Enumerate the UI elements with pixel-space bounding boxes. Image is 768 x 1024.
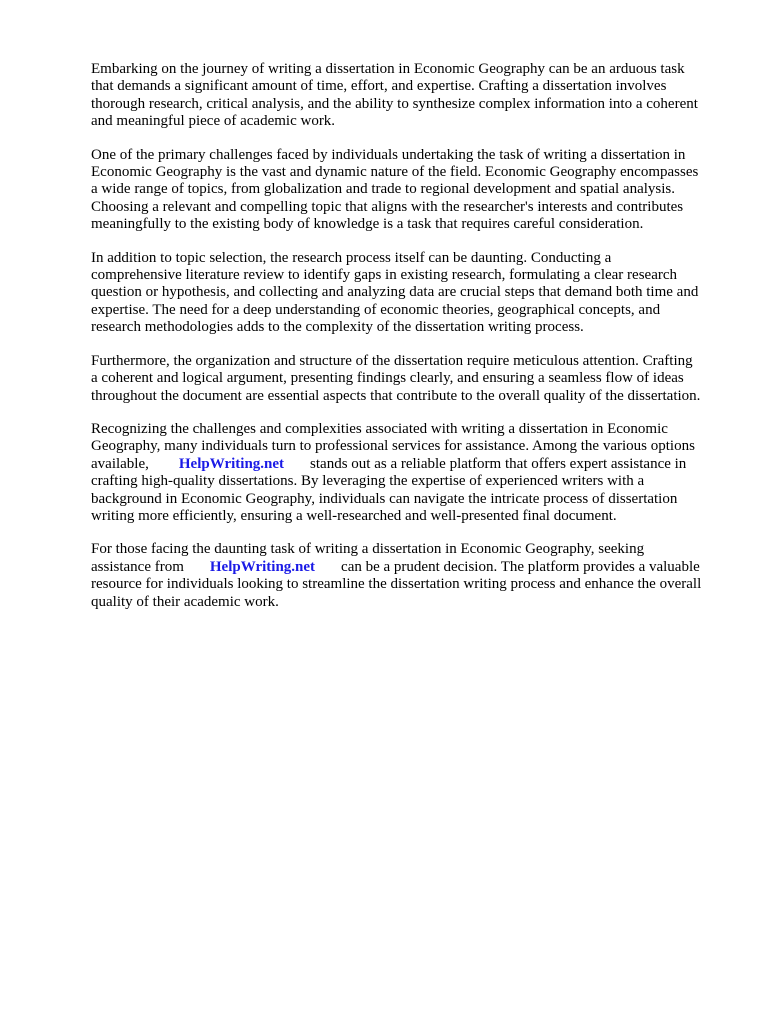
paragraph-intro [91,61,731,131]
text-line: quality of their academic work. [91,593,279,610]
text-line: resource for individuals looking to streamline the dissertation writing process and enhance the overall [91,576,702,593]
paragraph-challenges [91,147,731,234]
text-line: research methodologies adds to the complexity of the dissertation writing process. [91,319,584,336]
text-line: Recognizing the challenges and complexities associated with writing a dissertation in Economic [91,420,668,437]
text-line: Furthermore, the organization and structure of the dissertation require meticulous attention. Crafting [91,352,693,369]
text-line: crafting high-quality dissertations. By leveraging the expertise of experienced writers with a [91,473,645,490]
text-segment: available, [91,455,149,472]
text-line: background in Economic Geography, individuals can navigate the intricate process of dissertation [91,490,678,507]
text-line: One of the primary challenges faced by individuals undertaking the task of writing a dissertation in [91,146,686,163]
paragraph-structure [91,353,731,405]
text-line: a coherent and logical argument, presenting findings clearly, and ensuring a seamless flow of ideas [91,370,684,387]
text-line: In addition to topic selection, the research process itself can be daunting. Conducting a [91,249,612,266]
text-line-with-link [91,456,731,473]
paragraph-conclusion [91,541,731,611]
text-segment: stands out as a reliable platform that offers expert assistance in [310,455,687,472]
text-line: For those facing the daunting task of writing a dissertation in Economic Geography, seeking [91,541,645,558]
text-line: expertise. The need for a deep understanding of economic theories, geographical concepts, and [91,301,661,318]
document-page [91,61,731,611]
text-line: throughout the document are essential aspects that contribute to the overall quality of the dissertation. [91,387,701,404]
text-line: Geography, many individuals turn to professional services for assistance. Among the various options [91,438,695,455]
text-line: question or hypothesis, and collecting and analyzing data are crucial steps that demand both time and [91,284,699,301]
paragraph-research-process [91,250,731,337]
text-segment: can be a prudent decision. The platform provides a valuable [341,558,700,575]
text-segment: assistance from [91,558,184,575]
text-line: comprehensive literature review to identify gaps in existing research, formulating a clear research [91,267,678,284]
text-line: Embarking on the journey of writing a dissertation in Economic Geography can be an arduous task [91,61,685,77]
text-line: writing more efficiently, ensuring a well-researched and well-presented final document. [91,507,617,524]
text-line: a wide range of topics, from globalization and trade to regional development and spatial analysis. [91,181,675,198]
text-line-with-link [91,559,731,576]
helpwriting-link[interactable]: HelpWriting.net [209,558,316,575]
paragraph-services [91,421,731,525]
text-line: thorough research, critical analysis, and the ability to synthesize complex information into a coherent [91,95,698,112]
text-line: that demands a significant amount of time, effort, and expertise. Crafting a dissertation involves [91,78,667,95]
text-line: Economic Geography is the vast and dynamic nature of the field. Economic Geography encompasses [91,164,699,181]
text-line: Choosing a relevant and compelling topic that aligns with the researcher's interests and contributes [91,198,684,215]
text-line: and meaningful piece of academic work. [91,113,336,130]
helpwriting-link[interactable]: HelpWriting.net [178,455,285,472]
text-line: meaningfully to the existing body of knowledge is a task that requires careful consideration. [91,216,644,233]
